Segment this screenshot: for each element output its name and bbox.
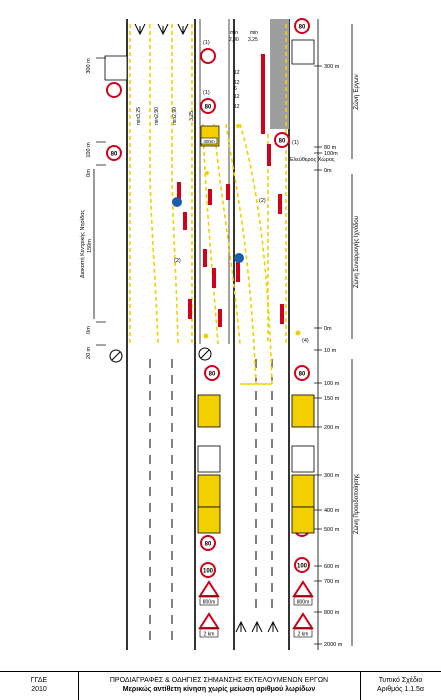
org-year: 2010 xyxy=(31,686,47,693)
plate-text: 2 km xyxy=(203,631,215,638)
lane-width-right-label: 12 xyxy=(234,104,240,110)
lane-width-left-label: 3,25 xyxy=(189,111,195,121)
doc-type: Τυπικό Σχέδιο xyxy=(378,677,423,684)
title-block-title-cell xyxy=(78,672,361,700)
lane-width-left-label: min2,90 xyxy=(172,107,178,125)
dimension-top-label: min xyxy=(250,30,259,36)
right-distance-label: 300 m xyxy=(324,473,340,479)
title-block-doc-cell xyxy=(360,672,441,700)
dimension-top-label: 2,90 xyxy=(229,37,239,43)
drawing-subtitle: Μερικώς αντίθετη κίνηση χωρίς μείωση αριθμού λωρίδων xyxy=(122,686,316,693)
dimension-top-label: 3,25 xyxy=(248,37,258,43)
right-distance-label: 2000 m xyxy=(324,642,343,648)
callout-label: (4) xyxy=(302,338,309,344)
zone-warning-label: Ζώνη Προειδοποίησης xyxy=(354,473,360,535)
zone-transition-label: Ζώνη Συναρμογής Ιχνόδου xyxy=(354,215,360,289)
right-distance-label: 200 m xyxy=(324,425,340,431)
buffer-zone-label: Ελεύθερος Χώρος xyxy=(290,157,335,163)
right-distance-label: 100m xyxy=(324,151,338,157)
plate-text: 800m xyxy=(296,599,310,606)
speed-sign-text: 100 xyxy=(296,563,308,570)
right-distance-label: 800 m xyxy=(324,610,340,616)
callout-label: (1) xyxy=(292,140,299,146)
zone-works-label: Ζώνη Έργων xyxy=(354,74,360,110)
lane-width-right-label: 12 xyxy=(234,80,240,86)
lane-width-left-label: min2,90 xyxy=(154,107,160,125)
speed-sign-text: 80 xyxy=(298,371,306,378)
left-distance-label: 20 m xyxy=(86,346,92,360)
title-block-org-cell xyxy=(0,672,79,700)
zone-brackets xyxy=(94,24,352,646)
right-distance-label: 150 m xyxy=(324,396,340,402)
left-zone-label: Διακοπή Κεντρικής Νησίδας xyxy=(80,209,86,279)
lane-width-right-label: 6 xyxy=(234,86,237,92)
doc-number: Αριθμός 1.1.5α xyxy=(377,686,424,693)
callout-label: (1) xyxy=(203,90,210,96)
keep-left-sign-icon xyxy=(172,197,182,207)
speed-sign-text: 80 xyxy=(110,151,118,158)
right-distance-label: 600 m xyxy=(324,564,340,570)
left-dimension-label: 150m xyxy=(87,239,93,253)
callout-label: (2) xyxy=(174,258,181,264)
left-distance-label: 300 m xyxy=(86,58,92,74)
speed-sign-text: 100 xyxy=(202,568,214,575)
lane-arrows-bottom xyxy=(236,622,278,632)
pass-either-side-sign-icon xyxy=(234,253,244,263)
title-block xyxy=(0,671,441,700)
speed-sign-text: 80 xyxy=(204,104,212,111)
left-distance-marks xyxy=(86,58,106,359)
right-distance-label: 80 m xyxy=(324,145,337,151)
plate-text: 300m xyxy=(203,139,215,144)
lane-width-right-label: 12 xyxy=(234,70,240,76)
right-distance-label: 500 m xyxy=(324,527,340,533)
speed-sign-text: 80 xyxy=(298,24,306,31)
right-distance-label: 0m xyxy=(324,326,332,332)
plate-text: 800m xyxy=(202,599,216,606)
callout-label: (1) xyxy=(203,40,210,46)
lane-width-right-label: 12 xyxy=(234,94,240,100)
dimension-top-label: min xyxy=(230,30,239,36)
left-distance-label: 0m xyxy=(86,169,92,177)
left-distance-label: 100 m xyxy=(86,142,92,158)
callout-label: (2) xyxy=(259,198,266,204)
speed-sign-text: 80 xyxy=(208,371,216,378)
lane-width-left-label: min3,25 xyxy=(136,107,142,125)
right-distance-label: 300 m xyxy=(324,64,340,70)
speed-sign-text: 80 xyxy=(204,541,212,548)
left-distance-label: 0m xyxy=(86,326,92,334)
right-distance-label: 400 m xyxy=(324,508,340,514)
right-distance-label: 100 m xyxy=(324,381,340,387)
right-distance-label: 0m xyxy=(324,168,332,174)
lane-width-left-labels xyxy=(136,107,195,125)
lane-width-right-labels xyxy=(234,70,240,110)
drawing-title: ΠΡΟΔΙΑΓΡΑΦΕΣ & ΟΔΗΓΙΕΣ ΣΗΜΑΝΣΗΣ ΕΚΤΕΛΟΥΜΕΝΩΝ ΕΡΓΩΝ xyxy=(109,677,329,684)
right-distance-label: 10 m xyxy=(324,348,337,354)
plate-text: 2 km xyxy=(297,631,309,638)
right-distance-label: 700 m xyxy=(324,579,340,585)
speed-sign-text: 80 xyxy=(278,138,286,145)
org-name: ΓΓΔΕ xyxy=(30,677,48,684)
lane-arrows-top xyxy=(135,24,188,34)
